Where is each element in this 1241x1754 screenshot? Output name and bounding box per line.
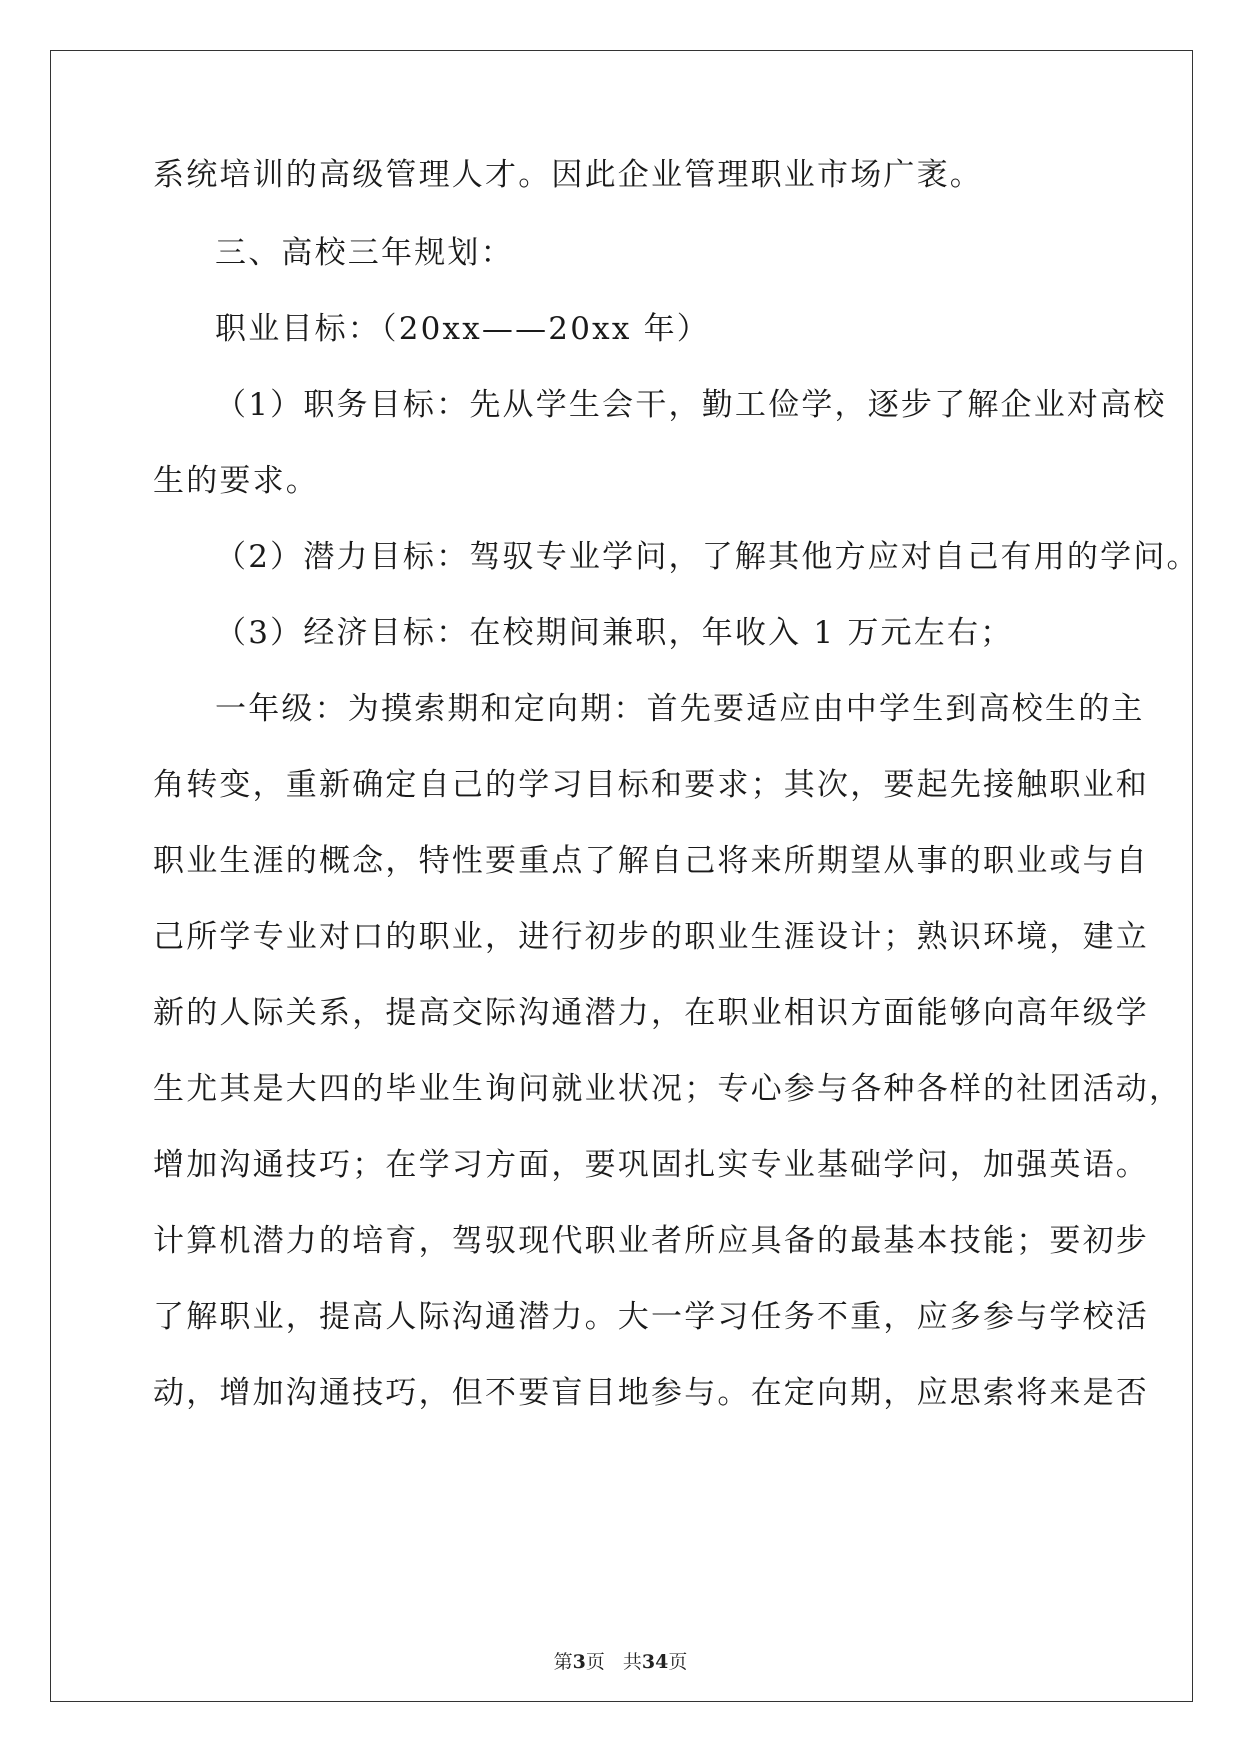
page-suffix: 页	[585, 1651, 605, 1673]
page-number: 3	[572, 1651, 586, 1673]
text-line: 一年级：为摸索期和定向期：首先要适应由中学生到高校生的主	[215, 691, 1145, 727]
text-line: 职业目标：（20xx——20xx 年）	[215, 311, 710, 347]
text-line: 了解职业，提高人际沟通潜力。大一学习任务不重，应多参与学校活	[153, 1299, 1149, 1335]
page-footer	[0, 1650, 1241, 1674]
text-line: （1）职务目标：先从学生会干，勤工俭学，逐步了解企业对高校	[215, 387, 1167, 423]
text-line: 系统培训的高级管理人才。因此企业管理职业市场广袤。	[153, 157, 983, 193]
text-line: （3）经济目标：在校期间兼职，年收入 1 万元左右；	[215, 615, 1014, 651]
text-line: 新的人际关系，提高交际沟通潜力，在职业相识方面能够向高年级学	[153, 995, 1149, 1031]
page-prefix: 第	[553, 1651, 573, 1673]
text-line: 己所学专业对口的职业，进行初步的职业生涯设计；熟识环境，建立	[153, 919, 1149, 955]
text-line: 动，增加沟通技巧，但不要盲目地参与。在定向期，应思索将来是否	[153, 1375, 1149, 1411]
text-line: 职业生涯的概念，特性要重点了解自己将来所期望从事的职业或与自	[153, 843, 1149, 879]
total-prefix: 共	[622, 1651, 642, 1673]
text-line: 角转变，重新确定自己的学习目标和要求；其次，要起先接触职业和	[153, 767, 1149, 803]
total-suffix: 页	[668, 1651, 688, 1673]
section-heading: 三、高校三年规划：	[215, 235, 514, 271]
total-pages: 34	[641, 1651, 669, 1673]
text-line: （2）潜力目标：驾驭专业学问，了解其他方应对自己有用的学问。	[215, 539, 1200, 575]
text-line: 增加沟通技巧；在学习方面，要巩固扎实专业基础学问，加强英语。	[153, 1147, 1149, 1183]
text-line: 计算机潜力的培育，驾驭现代职业者所应具备的最基本技能；要初步	[153, 1223, 1149, 1259]
text-line: 生尤其是大四的毕业生询问就业状况；专心参与各种各样的社团活动，	[153, 1071, 1183, 1107]
text-line: 生的要求。	[153, 463, 319, 499]
